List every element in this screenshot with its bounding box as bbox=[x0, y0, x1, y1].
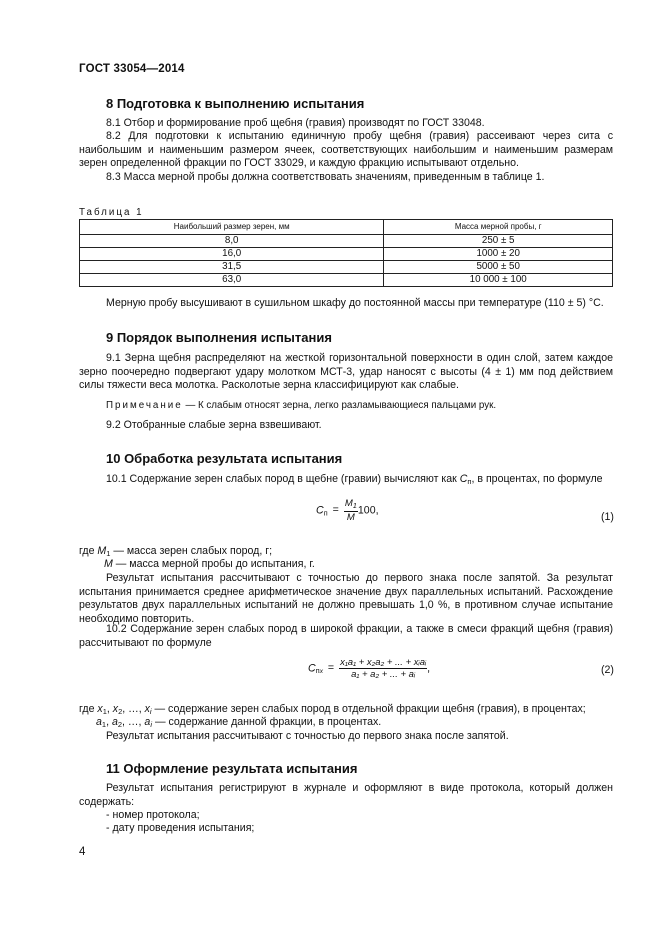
where-m1: где $M_1$ — масса зерен слабых пород, г; bbox=[79, 545, 273, 558]
where-m1-text: — масса зерен слабых пород, г; bbox=[110, 545, 273, 557]
table-cell: 250 ± 5 bbox=[384, 235, 613, 248]
table-1 bbox=[79, 219, 613, 287]
table-cell: 16,0 bbox=[80, 248, 384, 261]
formula-1-tail: 100, bbox=[357, 504, 379, 517]
where-m: M — масса мерной пробы до испытания, г. bbox=[104, 558, 315, 570]
paragraph-10-1 bbox=[79, 473, 613, 489]
table-row bbox=[80, 261, 613, 274]
formula-1-numerator: M bbox=[344, 498, 353, 509]
table-cell: 1000 ± 20 bbox=[384, 248, 613, 261]
note-text: — К слабым относят зерна, легко разламывающиеся пальцами рук. bbox=[182, 400, 497, 411]
table-row bbox=[80, 235, 613, 248]
table-cell: 63,0 bbox=[80, 274, 384, 287]
symbol-cp: C bbox=[459, 473, 468, 485]
paragraph-8-2: 8.2 Для подготовки к испытанию единичную пробу щебня (гравия) рассеивают через сита с наибольшим и наименьшим размером ячеек, соответствующих наибольшим и наименьшим размерам зерен определенной фракции по ГОСТ 33029, и каждую фракцию испытывают отдельно. bbox=[79, 130, 613, 170]
table-row bbox=[80, 248, 613, 261]
list-item: - дату проведения испытания; bbox=[106, 822, 255, 834]
list-item: - номер протокола; bbox=[106, 809, 200, 821]
table-cell: 8,0 bbox=[80, 235, 384, 248]
table-header-row bbox=[80, 220, 613, 235]
table-cell: 5000 ± 50 bbox=[384, 261, 613, 274]
formula-1-fraction bbox=[344, 498, 358, 523]
paragraph-11: Результат испытания регистрируют в журнале и оформляют в виде протокола, который должен содержать: bbox=[79, 782, 613, 808]
paragraph-9-2: 9.2 Отобранные слабые зерна взвешивают. bbox=[106, 419, 322, 431]
paragraph-result-accuracy: Результат испытания рассчитывают с точностью до первого знака после запятой. За результат испытания принимается среднее арифметическое значение двух параллельных испытаний. Расхождение результатов двух параллельных испытаний не должно превышать 1,0 %, в противном случае испытание необходимо повторить. bbox=[79, 572, 613, 625]
where-label: где bbox=[79, 545, 98, 557]
section-9-title: 9 Порядок выполнения испытания bbox=[106, 330, 332, 345]
formula-2-numerator: x₁a₁ + x₂a₂ + ... + xᵢaᵢ bbox=[340, 657, 427, 668]
paragraph-10-1-text: 10.1 Содержание зерен слабых пород в щебне (гравии) вычисляют как bbox=[106, 473, 460, 485]
formula-2: $C_{пx}$ = $\frac{\text{x₁a₁ + x₂a₂ + ... + xᵢaᵢ}}{\text{a₁ + a₂ + ... + aᵢ}}$ , bbox=[308, 657, 431, 680]
formula-2-tail: , bbox=[427, 662, 431, 675]
paragraph-9-1: 9.1 Зерна щебня распределяют на жесткой горизонтальной поверхности в один слой, затем каждое зерно поочередно подвергают удару молотком МСТ-3, удар наносят с высоты (4 ± 1) мм под действием силы тяжести веса молотка. Расколотые зерна классифицируют как слабые. bbox=[79, 352, 613, 392]
table-cell: 31,5 bbox=[80, 261, 384, 274]
paragraph-result-accuracy-2: Результат испытания рассчитывают с точностью до первого знака после запятой. bbox=[106, 730, 509, 742]
where-a-text: — содержание данной фракции, в процентах. bbox=[152, 716, 382, 728]
symbol-cp-sub: п bbox=[467, 477, 472, 486]
formula-1-denominator: M bbox=[346, 512, 355, 523]
table-header-cell: Наибольший размер зерен, мм bbox=[80, 220, 384, 235]
paragraph-8-1: 8.1 Отбор и формирование проб щебня (гравия) производят по ГОСТ 33048. bbox=[106, 117, 485, 129]
section-10-title: 10 Обработка результата испытания bbox=[106, 451, 343, 466]
where-a: $a_1$, $a_2$, …, $a_i$ — содержание данной фракции, в процентах. bbox=[96, 716, 382, 729]
table-caption: Таблица 1 bbox=[79, 207, 144, 218]
document-header: ГОСТ 33054—2014 bbox=[79, 63, 185, 75]
page-number: 4 bbox=[79, 846, 86, 858]
equation-number-2: (2) bbox=[601, 664, 614, 676]
paragraph-10-1-text-tail: , в процентах, по формуле bbox=[471, 473, 603, 485]
table-row bbox=[80, 274, 613, 287]
formula-1: $C_п$ = $\frac{M_1}{M}$ 100, bbox=[316, 498, 379, 523]
formula-1-lhs-sub: п bbox=[323, 508, 328, 518]
section-8-title: 8 Подготовка к выполнению испытания bbox=[106, 96, 365, 111]
equation-number-1: (1) bbox=[601, 511, 614, 523]
note bbox=[79, 399, 613, 413]
paragraph-10-2: 10.2 Содержание зерен слабых пород в широкой фракции, а также в смеси фракций щебня (гравия) рассчитывают по формуле bbox=[79, 623, 613, 649]
formula-2-denominator: a₁ + a₂ + ... + aᵢ bbox=[351, 669, 416, 680]
formula-1-lhs: C bbox=[316, 504, 324, 517]
table-cell: 10 000 ± 100 bbox=[384, 274, 613, 287]
note-label: Примечание bbox=[106, 400, 183, 411]
formula-2-fraction bbox=[339, 657, 427, 680]
where-x: где $x_1$, $x_2$, …, $x_i$ — содержание зерен слабых пород в отдельной фракции щебня (гравия), в процентах; bbox=[79, 703, 586, 716]
where-m-text: — масса мерной пробы до испытания, г. bbox=[112, 558, 315, 570]
paragraph-drying: Мерную пробу высушивают в сушильном шкафу до постоянной массы при температуре (110 ± 5) °С. bbox=[106, 297, 604, 309]
paragraph-8-3: 8.3 Масса мерной пробы должна соответствовать значениям, приведенным в таблице 1. bbox=[106, 171, 545, 183]
table-header-cell: Масса мерной пробы, г bbox=[384, 220, 613, 235]
section-11-title: 11 Оформление результата испытания bbox=[106, 761, 358, 776]
where-x-text: — содержание зерен слабых пород в отдельной фракции щебня (гравия), в процентах; bbox=[151, 703, 586, 715]
formula-1-numerator-sub: 1 bbox=[352, 501, 357, 510]
